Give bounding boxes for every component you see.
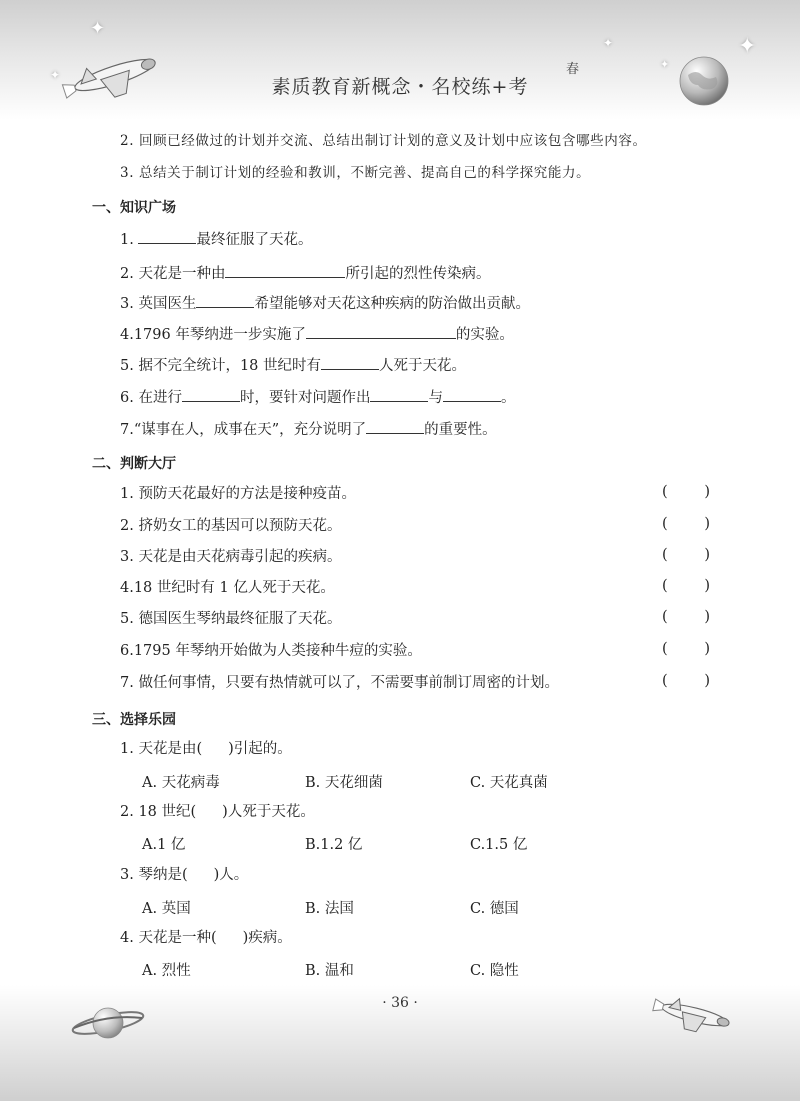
choice-option-c[interactable]: C. 德国 [470, 901, 519, 917]
question-text: 与 [428, 390, 443, 406]
fill-question-3 [120, 293, 530, 314]
answer-parentheses[interactable] [662, 516, 710, 532]
judge-question-5: 5. 德国医生琴纳最终征服了天花。 [120, 611, 342, 627]
fill-question-7 [120, 419, 497, 440]
answer-parentheses[interactable] [662, 673, 710, 689]
fill-question-5 [120, 355, 466, 376]
page-number: · 36 · [382, 995, 418, 1011]
objective-2: 2. 回顾已经做过的计划并交流、总结出制订计划的意义及计划中应该包含哪些内容。 [120, 133, 647, 149]
question-text: 。 [500, 390, 516, 406]
answer-parentheses[interactable] [662, 578, 710, 594]
planet-icon [68, 998, 148, 1048]
choice-question-3 [120, 865, 248, 885]
judge-question-6: 6.1795 年琴纳开始做为人类接种牛痘的实验。 [120, 643, 422, 659]
answer-blank[interactable] [196, 293, 254, 308]
paren-close: ) [704, 484, 710, 500]
question-text: 的实验。 [455, 327, 514, 343]
question-text: 6. 在进行 [120, 390, 182, 406]
fill-question-1 [120, 229, 312, 250]
choice-option-b[interactable]: B. 温和 [305, 963, 354, 979]
judge-question-1: 1. 预防天花最好的方法是接种疫苗。 [120, 486, 356, 502]
question-text: 1. 天花是由( [120, 741, 203, 757]
choice-option-c[interactable]: C. 天花真菌 [470, 775, 548, 791]
choice-option-c[interactable]: C. 隐性 [470, 963, 519, 979]
paren-close: ) [704, 547, 710, 563]
objective-3: 3. 总结关于制订计划的经验和教训，不断完善、提高自己的科学探究能力。 [120, 165, 591, 181]
paren-close: ) [704, 673, 710, 689]
paren-close: ) [704, 578, 710, 594]
star-icon: ✦ [90, 18, 106, 39]
judge-question-2: 2. 挤奶女工的基因可以预防天花。 [120, 518, 342, 534]
fill-question-2 [120, 263, 490, 284]
judge-question-7: 7. 做任何事情，只要有热情就可以了，不需要事前制订周密的计划。 [120, 675, 559, 691]
judge-question-3: 3. 天花是由天花病毒引起的疾病。 [120, 549, 342, 565]
choice-option-c[interactable]: C.1.5 亿 [470, 837, 528, 853]
section-heading-judgement: 二、判断大厅 [92, 456, 176, 472]
question-text: 2. 18 世纪( [120, 804, 197, 820]
choice-question-4 [120, 928, 292, 948]
answer-blank[interactable] [370, 387, 428, 402]
space-shuttle-icon [650, 990, 740, 1040]
question-text: )人。 [213, 867, 249, 883]
choice-option-a[interactable]: A. 英国 [142, 901, 191, 917]
judge-question-4: 4.18 世纪时有 1 亿人死于天花。 [120, 580, 335, 596]
choice-option-a[interactable]: A.1 亿 [142, 837, 186, 853]
star-icon: ✦ [738, 34, 757, 59]
choice-option-a[interactable]: A. 天花病毒 [142, 775, 220, 791]
question-text: 人死于天花。 [379, 358, 467, 374]
section-heading-choice: 三、选择乐园 [92, 712, 176, 728]
question-text: 2. 天花是一种由 [120, 266, 226, 282]
answer-blank[interactable] [225, 263, 345, 278]
question-text: 4.1796 年琴纳进一步实施了 [120, 327, 306, 343]
question-text: 5. 据不完全统计，18 世纪时有 [120, 358, 322, 374]
paren-open: ( [662, 673, 668, 689]
question-text: 时，要针对问题作出 [239, 390, 371, 406]
answer-parentheses[interactable] [662, 547, 710, 563]
question-text: 希望能够对天花这种疾病的防治做出贡献。 [254, 296, 530, 312]
answer-blank[interactable] [306, 324, 456, 339]
answer-blank[interactable] [321, 355, 379, 370]
choice-question-2 [120, 802, 315, 822]
season-label: 春 [566, 62, 580, 77]
section-heading-knowledge: 一、知识广场 [92, 200, 176, 216]
paren-open: ( [662, 547, 668, 563]
paren-open: ( [662, 516, 668, 532]
question-text: 所引起的烈性传染病。 [345, 266, 491, 282]
choice-option-a[interactable]: A. 烈性 [142, 963, 191, 979]
question-text: 4. 天花是一种( [120, 930, 217, 946]
choice-option-b[interactable]: B.1.2 亿 [305, 837, 363, 853]
paren-open: ( [662, 484, 668, 500]
question-text: )疾病。 [242, 930, 292, 946]
star-icon: ✦ [660, 58, 670, 71]
question-text: )人死于天花。 [222, 804, 315, 820]
choice-question-1 [120, 739, 292, 759]
choice-option-b[interactable]: B. 法国 [305, 901, 354, 917]
question-text: 7.“谋事在人，成事在天”，充分说明了 [120, 422, 367, 438]
star-icon: ✦ [50, 68, 61, 82]
fill-question-4 [120, 324, 514, 345]
question-text: 3. 英国医生 [120, 296, 197, 312]
answer-blank[interactable] [366, 419, 424, 434]
question-text: 3. 琴纳是( [120, 867, 188, 883]
answer-blank[interactable] [182, 387, 240, 402]
answer-blank[interactable] [443, 387, 501, 402]
question-text: 最终征服了天花。 [196, 232, 313, 248]
paren-close: ) [704, 609, 710, 625]
answer-blank[interactable] [138, 229, 196, 244]
paren-close: ) [704, 516, 710, 532]
question-text: 1. [120, 232, 134, 248]
paren-close: ) [704, 641, 710, 657]
answer-parentheses[interactable] [662, 641, 710, 657]
question-text: )引起的。 [228, 741, 292, 757]
paren-open: ( [662, 641, 668, 657]
star-icon: ✦ [603, 36, 614, 50]
answer-parentheses[interactable] [662, 484, 710, 500]
choice-option-b[interactable]: B. 天花细菌 [305, 775, 383, 791]
paren-open: ( [662, 578, 668, 594]
question-text: 的重要性。 [424, 422, 497, 438]
header-title: 素质教育新概念・名校练+考 [271, 76, 529, 98]
paren-open: ( [662, 609, 668, 625]
answer-parentheses[interactable] [662, 609, 710, 625]
fill-question-6 [120, 387, 515, 408]
